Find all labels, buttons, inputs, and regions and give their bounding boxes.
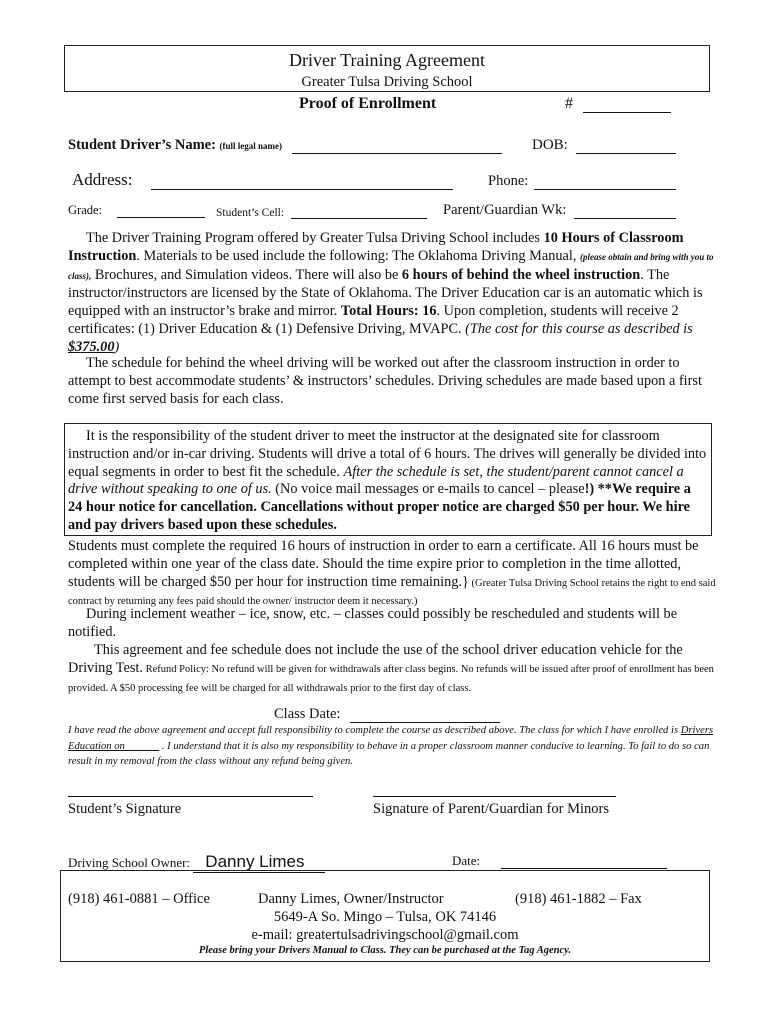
- school-email: e-mail: greatertulsadrivingschool@gmail.com: [251, 927, 519, 943]
- owner-date-field[interactable]: [452, 853, 667, 869]
- parent-wk-line[interactable]: [574, 204, 676, 219]
- phone-label: Phone:: [488, 173, 529, 189]
- class-date-label: Class Date:: [274, 706, 341, 722]
- program-description: The Driver Training Program offered by Greater Tulsa Driving School includes 10 Hours of Classroom Instruction. Materials to be used include the following: The Oklahoma Driving Manual, (please obtain and bring with you to class), Brochures, and Simulation videos. There will also be 6 hours of behind the wheel instruction. The instructor/instructors are licensed by the State of Oklahoma. The Driver Education car is an automatic which is equipped with an instructor’s brake and mirror. Total Hours: 16. Upon completion, students will receive 2 certificates: (1) Driver Education & (1) Defensive Driving, MVAPC. (The cost for this course as described is $375.00): [68, 230, 714, 355]
- fax-number: (918) 461-1882 – Fax: [515, 891, 642, 907]
- grade-line[interactable]: [117, 203, 205, 218]
- dob-line[interactable]: [576, 139, 676, 154]
- phone-line[interactable]: [534, 175, 676, 190]
- acknowledgement: I have read the above agreement and accept full responsibility to complete the course as described above. The class for which I have enrolled is Drivers Education on ______ . I understand that it is also my responsibility to behave in a proper classroom manner conducive to learning. To fail to do so can result in my removal from the class without any refund being given.: [68, 725, 714, 767]
- owner-instructor: Danny Limes, Owner/Instructor: [258, 891, 444, 907]
- class-date-field[interactable]: [274, 706, 500, 723]
- student-signature-line[interactable]: [68, 796, 313, 797]
- student-signature-label: Student’s Signature: [68, 801, 182, 817]
- student-cell-line[interactable]: [291, 204, 427, 219]
- parent-signature-label: Signature of Parent/Guardian for Minors: [373, 801, 609, 817]
- manual-note: Please bring your Drivers Manual to Class. They can be purchased at the Tag Agency.: [198, 945, 572, 956]
- school-address: 5649-A So. Mingo – Tulsa, OK 74146: [273, 909, 497, 925]
- owner-name: Danny Limes: [193, 852, 324, 873]
- number-line[interactable]: [583, 98, 671, 113]
- student-name-line[interactable]: [292, 139, 502, 154]
- phone-field[interactable]: [488, 173, 676, 190]
- school-name: Greater Tulsa Driving School: [301, 74, 473, 90]
- document-title: Driver Training Agreement: [289, 50, 485, 70]
- dob-label: DOB:: [532, 137, 568, 153]
- refund-paragraph: This agreement and fee schedule does not include the use of the school driver education vehicle for the Driving Test. Refund Policy: No refund will be given for withdrawals after class begins. No refunds will be issued after proof of enrollment has been provided. A $50 processing fee will be charged for all withdrawals prior to the first day of class.: [68, 642, 714, 694]
- owner-date-line[interactable]: [501, 854, 667, 869]
- student-name-field[interactable]: [68, 137, 502, 154]
- responsibility-paragraph: It is the responsibility of the student driver to meet the instructor at the designated site for classroom instruction and/or in-car driving. Students will drive a total of 6 hours. The drives will generally be divided into equal segments in order to best fit the schedule. After the schedule is set, the student/parent cannot cancel a drive without speaking to one of us. (No voice mail messages or e-mails to cancel – please!) **We require a 24 hour notice for cancellation. Cancellations without proper notice are charged $50 per hour. We hire and pay drivers based upon these schedules.: [68, 428, 707, 533]
- parent-wk-label: Parent/Guardian Wk:: [443, 202, 567, 218]
- student-cell-label: Student’s Cell:: [216, 207, 285, 219]
- number-label: #: [565, 95, 573, 112]
- schedule-paragraph: The schedule for behind the wheel driving will be worked out after the classroom instruction in order to attempt to best accommodate students’ & instructors’ schedules. Driving schedules are made based upon a first come first served basis for each class.: [68, 355, 702, 407]
- grade-field[interactable]: [68, 203, 205, 218]
- office-phone: (918) 461-0881 – Office: [68, 891, 210, 907]
- student-cell-field[interactable]: [216, 204, 427, 219]
- proof-of-enrollment: Proof of Enrollment: [299, 95, 437, 112]
- dob-field[interactable]: [532, 137, 676, 154]
- address-label: Address:: [72, 170, 133, 189]
- weather-paragraph: During inclement weather – ice, snow, etc. – classes could possibly be rescheduled and students will be notified.: [68, 606, 678, 640]
- parent-wk-field[interactable]: [443, 202, 676, 219]
- class-date-line[interactable]: [350, 708, 500, 723]
- grade-label: Grade:: [68, 203, 103, 217]
- owner-date-label: Date:: [452, 853, 481, 868]
- full-legal-name-note: (full legal name): [219, 141, 283, 151]
- parent-signature-line[interactable]: [373, 796, 616, 797]
- student-name-label: Student Driver’s Name:: [68, 137, 216, 153]
- address-field[interactable]: [72, 170, 453, 190]
- completion-paragraph: Students must complete the required 16 hours of instruction in order to earn a certificate. All 16 hours must be completed within one year of the class date. Should the time expire prior to completion in the time allotted, students will be charged $50 per hour for instruction time remaining.} (Greater Tulsa Driving School retains the right to end said contract by returning any fees paid should the owner/ instructor deem it necessary.): [68, 538, 716, 608]
- enrollment-number[interactable]: [565, 95, 671, 113]
- address-line[interactable]: [151, 175, 453, 190]
- owner-label: Driving School Owner:: [68, 855, 191, 870]
